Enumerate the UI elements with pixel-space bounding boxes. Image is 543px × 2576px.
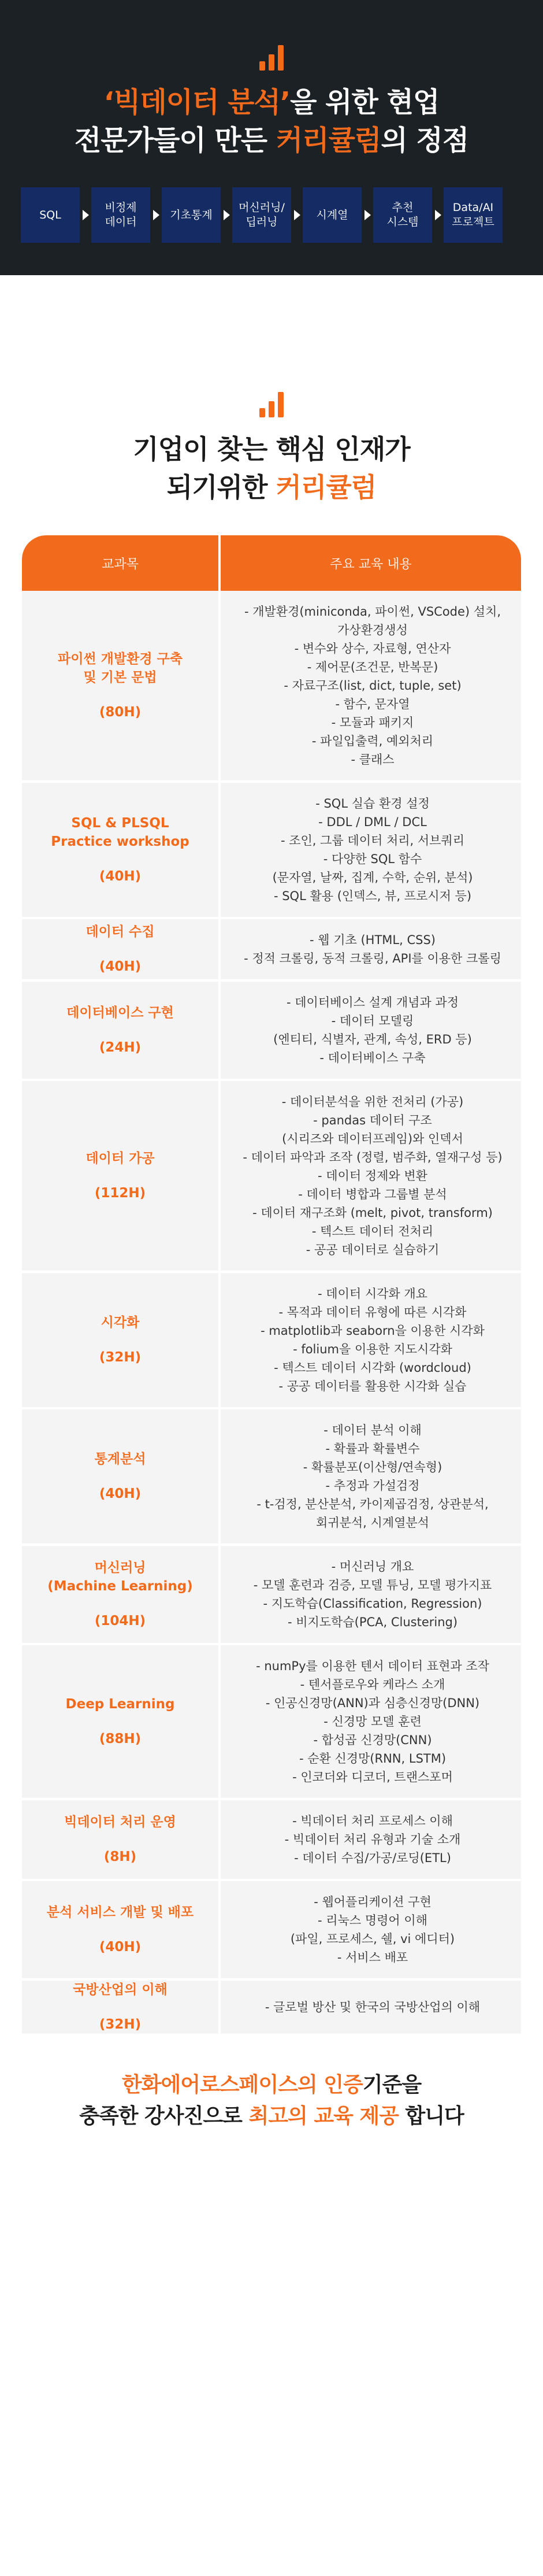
flow-step: 추천 시스템 <box>373 187 432 243</box>
table-row <box>22 1546 521 1645</box>
subject-cell <box>22 982 218 1079</box>
header-content: 주요 교육 내용 <box>221 535 521 591</box>
list-item: - 인공신경망(ANN)과 심층신경망(DNN) <box>265 1696 480 1710</box>
flow-step: 비정제 데이터 <box>91 187 150 243</box>
list-item: - folium을 이용한 지도시각화 <box>293 1342 452 1356</box>
table-row <box>22 1273 521 1409</box>
header-subject: 교과목 <box>22 535 218 591</box>
list-item: - 확률분포(이산형/연속형) <box>303 1460 442 1474</box>
subject-cell <box>22 1546 218 1643</box>
flow-step: Data/AI 프로젝트 <box>444 187 503 243</box>
list-item: - 데이터 수집/가공/로딩(ETL) <box>294 1851 451 1865</box>
subject-name: Deep Learning <box>65 1697 175 1712</box>
subject-name: 데이터 가공 <box>85 1151 155 1166</box>
list-item: - SQL 실습 환경 설정 <box>315 797 430 810</box>
list-item: - 파일입출력, 예외처리 <box>311 734 434 748</box>
list-item: - 웹어플리케이션 구현 <box>314 1895 432 1909</box>
subject-name: 데이터 수집 <box>85 924 155 939</box>
list-item: - 머신러닝 개요 <box>331 1560 414 1574</box>
table-row <box>22 1409 521 1546</box>
list-item: - 조인, 그룹 데이터 처리, 서브쿼리 <box>280 834 465 847</box>
list-item: - 텐서플로우와 케라스 소개 <box>300 1678 445 1692</box>
subject-cell <box>22 1409 218 1544</box>
curriculum-table <box>22 535 521 2036</box>
list-item: - 순환 신경망(RNN, LSTM) <box>299 1752 447 1766</box>
list-item: - 목적과 데이터 유형에 따른 시각화 <box>278 1305 467 1319</box>
table-row <box>22 1081 521 1273</box>
content-cell <box>221 1409 521 1544</box>
bar-chart-icon <box>0 0 543 71</box>
arrow-right-icon <box>150 210 162 220</box>
content-cell <box>221 1881 521 1978</box>
list-item: - 데이터베이스 설계 개념과 과정 <box>287 995 459 1009</box>
subject-name: 통계분석 <box>94 1452 146 1467</box>
subject-hours: (40H) <box>99 959 142 974</box>
list-item: - 데이터베이스 구축 <box>319 1051 426 1065</box>
list-item: - matplotlib과 seaborn을 이용한 시각화 <box>261 1324 485 1338</box>
subject-name: SQL & PLSQL Practice workshop <box>51 816 189 849</box>
list-item: - 데이터분석을 위한 전처리 (가공) <box>281 1095 464 1109</box>
section-title: 기업이 찾는 핵심 인재가 되기위한 커리큘럼 <box>133 434 410 503</box>
arrow-right-icon <box>362 210 373 220</box>
list-item: - 데이터 정제와 변환 <box>318 1169 427 1183</box>
list-item: - 텍스트 데이터 전처리 <box>311 1224 434 1238</box>
list-item: - 다양한 SQL 함수 (문자열, 날짜, 집계, 수학, 순위, 분석) <box>272 852 473 884</box>
subject-cell <box>22 783 218 917</box>
hero-title: ‘빅데이터 분석’을 위한 현업 전문가들이 만든 커리큘럼의 정점 <box>74 86 469 157</box>
list-item: - pandas 데이터 구조 (시리즈와 데이터프레임)와 인덱서 <box>282 1113 463 1146</box>
list-item: - 데이터 모델링 (엔티티, 식별자, 관계, 속성, ERD 등) <box>273 1014 472 1046</box>
content-cell <box>221 783 521 917</box>
list-item: - 함수, 문자열 <box>335 697 410 711</box>
table-header <box>22 535 521 591</box>
list-item: - t-검정, 분산분석, 카이제곱검정, 상관분석, 회귀분석, 시계열분석 <box>256 1497 489 1530</box>
list-item: - 웹 기초 (HTML, CSS) <box>310 933 436 947</box>
list-item: - 추정과 가설검정 <box>325 1479 420 1493</box>
list-item: - 지도학습(Classification, Regression) <box>263 1597 482 1611</box>
subject-cell <box>22 1800 218 1879</box>
table-row <box>22 1981 521 2036</box>
subject-hours: (8H) <box>103 1849 137 1864</box>
table-row <box>22 982 521 1081</box>
subject-hours: (104H) <box>94 1613 146 1628</box>
content-cell <box>221 1645 521 1798</box>
subject-name: 국방산업의 이해 <box>73 1982 168 1997</box>
hero-banner <box>0 0 543 275</box>
subject-name: 시각화 <box>101 1315 140 1330</box>
table-body <box>22 591 521 2036</box>
list-item: - 인코더와 디코더, 트랜스포머 <box>292 1770 453 1784</box>
list-item: - 비지도학습(PCA, Clustering) <box>287 1615 458 1629</box>
subject-hours: (88H) <box>99 1731 142 1746</box>
content-cell <box>221 1981 521 2034</box>
subject-cell <box>22 1981 218 2034</box>
arrow-right-icon <box>80 210 91 220</box>
subject-hours: (24H) <box>99 1040 142 1055</box>
list-item: - 데이터 파악과 조작 (정렬, 범주화, 열재구성 등) <box>243 1150 503 1164</box>
list-item: - 공공 데이터를 활용한 시각화 실습 <box>278 1379 467 1393</box>
table-row <box>22 919 521 982</box>
list-item: - 개발환경(miniconda, 파이썬, VSCode) 설치, 가상환경생성 <box>244 605 501 637</box>
curriculum-flow <box>21 186 522 244</box>
subject-cell <box>22 1081 218 1271</box>
content-cell <box>221 919 521 979</box>
table-row <box>22 783 521 919</box>
subject-hours: (40H) <box>99 869 142 884</box>
subject-hours: (32H) <box>99 1350 142 1365</box>
table-row <box>22 1881 521 1981</box>
flow-step: 기초통계 <box>162 187 221 243</box>
subject-name: 빅데이터 처리 운영 <box>64 1815 176 1830</box>
table-row <box>22 1800 521 1881</box>
list-item: - numPy를 이용한 텐서 데이터 표현과 조작 <box>256 1659 489 1673</box>
content-cell <box>221 591 521 780</box>
list-item: - 리눅스 명령어 이해 (파일, 프로세스, 쉘, vi 에디터) <box>290 1914 455 1946</box>
flow-step: 머신러닝/ 딥러닝 <box>232 187 291 243</box>
subject-cell <box>22 919 218 979</box>
list-item: - 합성곱 신경망(CNN) <box>313 1733 432 1747</box>
list-item: - 클래스 <box>351 753 395 767</box>
flow-step: SQL <box>21 187 80 243</box>
list-item: - 공공 데이터로 실습하기 <box>306 1243 440 1257</box>
footer-statement: 한화에어로스페이스의 인증기준을 충족한 강사진으로 최고의 교육 제공 합니다 <box>79 2073 464 2128</box>
list-item: - 글로벌 방산 및 한국의 국방산업의 이해 <box>265 2000 481 2014</box>
subject-name: 머신러닝 (Machine Learning) <box>47 1560 193 1594</box>
subject-cell <box>22 591 218 780</box>
list-item: - 모델 훈련과 검증, 모델 튜닝, 모델 평가지표 <box>253 1578 492 1592</box>
subject-hours: (40H) <box>99 1940 142 1955</box>
list-item: - 데이터 시각화 개요 <box>318 1287 427 1301</box>
list-item: - DDL / DML / DCL <box>318 815 427 829</box>
arrow-right-icon <box>221 210 232 220</box>
subject-cell <box>22 1273 218 1407</box>
subject-name: 데이터베이스 구현 <box>66 1005 174 1020</box>
table-row <box>22 1645 521 1800</box>
subject-hours: (32H) <box>99 2017 142 2032</box>
subject-cell <box>22 1881 218 1978</box>
flow-step: 시계열 <box>303 187 362 243</box>
list-item: - 서비스 배포 <box>337 1950 408 1964</box>
list-item: - 모듈과 패키지 <box>331 716 414 730</box>
list-item: - 데이터 분석 이해 <box>323 1423 422 1437</box>
arrow-right-icon <box>291 210 303 220</box>
list-item: - SQL 활용 (인덱스, 뷰, 프로시저 등) <box>273 889 472 903</box>
subject-cell <box>22 1645 218 1798</box>
list-item: - 데이터 병합과 그룹별 분석 <box>298 1187 447 1201</box>
content-cell <box>221 982 521 1079</box>
list-item: - 빅데이터 처리 프로세스 이해 <box>292 1814 453 1828</box>
list-item: - 텍스트 데이터 시각화 (wordcloud) <box>274 1361 471 1375</box>
subject-hours: (80H) <box>99 705 142 720</box>
subject-name: 파이썬 개발환경 구축 및 기본 문법 <box>58 652 183 685</box>
subject-hours: (40H) <box>99 1486 142 1501</box>
list-item: - 데이터 재구조화 (melt, pivot, transform) <box>252 1206 493 1220</box>
subject-name: 분석 서비스 개발 및 배포 <box>46 1905 194 1920</box>
list-item: - 확률과 확률변수 <box>325 1442 420 1456</box>
list-item: - 정적 크롤링, 동적 크롤링, API를 이용한 크롤링 <box>244 952 501 965</box>
content-cell <box>221 1273 521 1407</box>
curriculum-section <box>0 391 543 2132</box>
list-item: - 변수와 상수, 자료형, 연산자 <box>294 642 451 656</box>
content-cell <box>221 1800 521 1879</box>
subject-hours: (112H) <box>94 1186 146 1201</box>
list-item: - 빅데이터 처리 유형과 기술 소개 <box>284 1833 461 1846</box>
list-item: - 제어문(조건문, 반복문) <box>307 660 438 674</box>
list-item: - 자료구조(list, dict, tuple, set) <box>284 679 462 693</box>
content-cell <box>221 1081 521 1271</box>
list-item: - 신경망 모델 훈련 <box>323 1715 422 1729</box>
arrow-right-icon <box>432 210 444 220</box>
bar-chart-icon <box>0 391 543 417</box>
content-cell <box>221 1546 521 1643</box>
table-row <box>22 591 521 783</box>
